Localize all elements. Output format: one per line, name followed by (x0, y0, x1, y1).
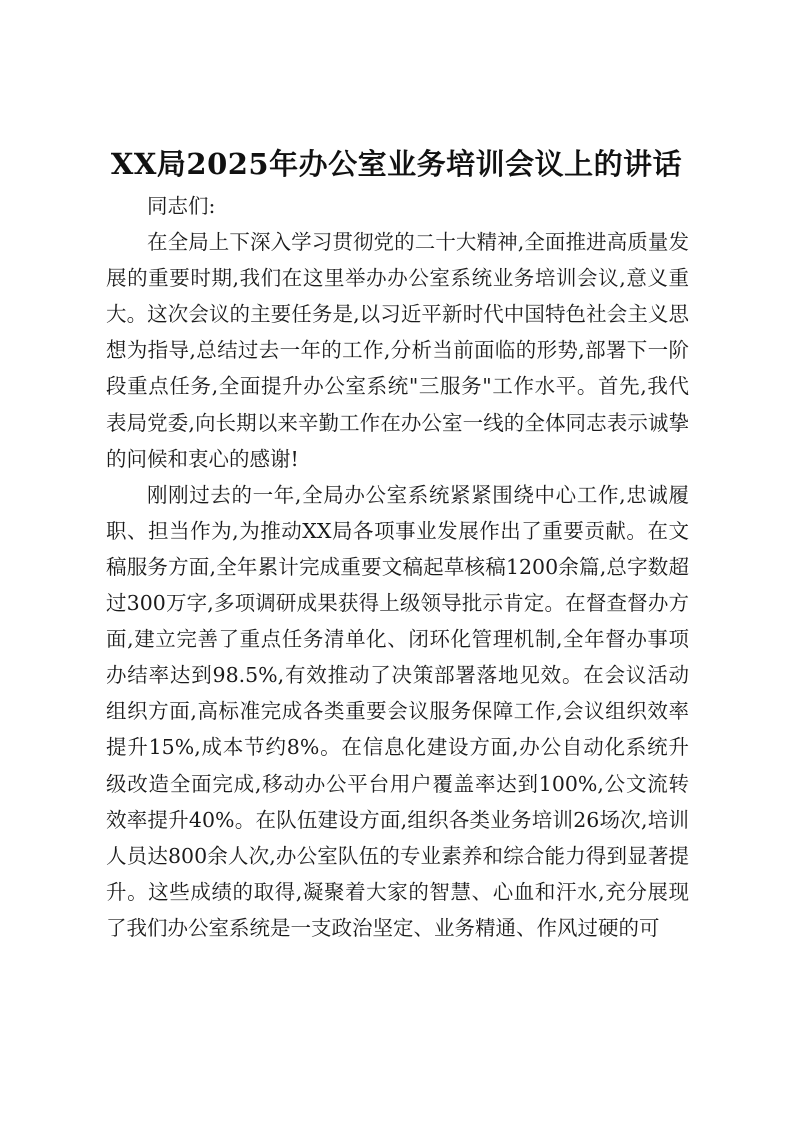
document-title: XX局2025年办公室业务培训会议上的讲话 (110, 147, 683, 181)
paragraph-achievements: 刚刚过去的一年,全局办公室系统紧紧围绕中心工作,忠诚履职、担当作为,为推动XX局各项事业发展作出了重要贡献。在文稿服务方面,全年累计完成重要文稿起草核稿1200余篇,总字数超过300万字,多项调研成果获得上级领导批示肯定。在督查督办方面,建立完善了重点任务清单化、闭环化管理机制,全年督办事项办结率达到98.5%,有效推动了决策部署落地见效。在会议活动组织方面,高标准完成各类重要会议服务保障工作,会议组织效率提升15%,成本节约8%。在信息化建设方面,办公自动化系统升级改造全面完成,移动办公平台用户覆盖率达到100%,公文流转效率提升40%。在队伍建设方面,组织各类业务培训26场次,培训人员达800余人次,办公室队伍的专业素养和综合能力得到显著提升。这些成绩的取得,凝聚着大家的智慧、心血和汗水,充分展现了我们办公室系统是一支政治坚定、业务精通、作风过硬的可 (106, 482, 689, 940)
paragraph-intro: 在全局上下深入学习贯彻党的二十大精神,全面推进高质量发展的重要时期,我们在这里举办办公室系统业务培训会议,意义重大。这次会议的主要任务是,以习近平新时代中国特色社会主义思想为指导,总结过去一年的工作,分析当前面临的形势,部署下一阶段重点任务,全面提升办公室系统"三服务"工作水平。首先,我代表局党委,向长期以来辛勤工作在办公室一线的全体同志表示诚挚的问候和衷心的感谢! (106, 230, 689, 471)
salutation: 同志们: (147, 194, 216, 218)
document-body (106, 188, 689, 946)
